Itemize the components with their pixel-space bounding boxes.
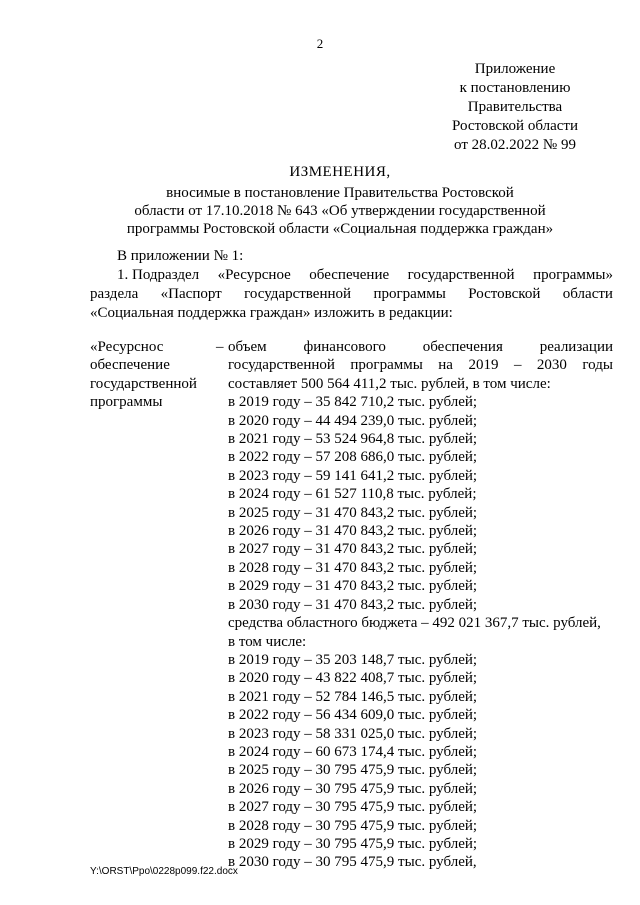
word: государственной (228, 357, 335, 374)
table-label-line: программы (90, 394, 163, 411)
heading-line: вносимые в постановление Правительства Ростовской (166, 185, 514, 201)
word: 2019 (468, 357, 499, 374)
appendix-block (430, 60, 600, 155)
word: «Ресурсное (217, 267, 291, 283)
appendix-line: Ростовской области (452, 118, 578, 134)
year-regional-line: в 2024 году – 60 673 174,4 тыс. рублей; (228, 743, 478, 760)
heading-line: программы Ростовской области «Социальная поддержка граждан» (126, 221, 554, 237)
year-total-line: в 2020 году – 44 494 239,0 тыс. рублей; (228, 412, 478, 429)
word: 1. Подраздел (117, 267, 200, 283)
word: финансового (303, 339, 386, 355)
word: раздела (90, 286, 139, 302)
regional-budget-line: в том числе: (228, 633, 307, 650)
heading-line: области от 17.10.2018 № 643 «Об утверждении государственной (134, 203, 546, 219)
word: – (513, 357, 522, 374)
page-number: 2 (316, 36, 324, 51)
year-regional-line: в 2019 году – 35 203 148,7 тыс. рублей; (228, 651, 478, 668)
table-label-line: обеспечение (90, 357, 170, 374)
intro-line: «Социальная поддержка граждан» изложить в редакции: (90, 305, 453, 321)
word: программы (373, 286, 446, 302)
year-total-line: в 2024 году – 61 527 110,8 тыс. рублей; (228, 486, 477, 503)
year-regional-line: в 2029 году – 30 795 475,9 тыс. рублей; (228, 835, 478, 852)
table-dash: – (216, 339, 224, 355)
word: на (438, 357, 453, 374)
appendix-line: от 28.02.2022 № 99 (454, 137, 576, 153)
table-label-column (90, 338, 215, 412)
word: обеспечение (309, 267, 390, 283)
intro-justified-line (90, 266, 613, 285)
year-total-line: в 2026 году – 31 470 843,2 тыс. рублей; (228, 523, 478, 540)
year-total-line: в 2022 году – 57 208 686,0 тыс. рублей; (228, 449, 478, 466)
year-total-line: в 2019 году – 35 842 710,2 тыс. рублей; (228, 394, 478, 411)
word: реализации (539, 339, 613, 355)
word: программы» (533, 267, 613, 283)
year-regional-line: в 2025 году – 30 795 475,9 тыс. рублей; (228, 762, 478, 779)
appendix-line: Правительства (467, 99, 563, 115)
value-line: составляет 500 564 411,2 тыс. рублей, в том числе: (228, 375, 551, 392)
year-regional-line: в 2022 году – 56 434 609,0 тыс. рублей; (228, 707, 478, 724)
word: обеспечения (422, 339, 503, 355)
value-justified-line (228, 338, 613, 356)
year-regional-line: в 2030 году – 30 795 475,9 тыс. рублей, (228, 854, 477, 871)
year-regional-line: в 2027 году – 30 795 475,9 тыс. рублей; (228, 799, 478, 816)
word: государственной (244, 286, 352, 302)
year-regional-line: в 2028 году – 30 795 475,9 тыс. рублей; (228, 817, 478, 834)
appendix-line: Приложение (474, 61, 556, 77)
intro-paragraph (90, 247, 613, 323)
word: программы (350, 357, 423, 374)
year-total-line: в 2025 году – 31 470 843,2 тыс. рублей; (228, 504, 478, 521)
word: объем (228, 339, 267, 355)
intro-justified-line (90, 285, 613, 304)
word: Ростовской (468, 286, 541, 302)
appendix-line: к постановлению (459, 80, 571, 96)
word: годы (582, 357, 613, 374)
word: 2030 (536, 357, 567, 374)
intro-line: В приложении № 1: (117, 248, 244, 264)
file-path-footer: Y:\ORST\Ppo\0228p099.f22.docx (90, 866, 238, 877)
document-title: ИЗМЕНЕНИЯ, (289, 164, 391, 180)
year-regional-line: в 2020 году – 43 822 408,7 тыс. рублей; (228, 670, 478, 687)
year-total-line: в 2027 году – 31 470 843,2 тыс. рублей; (228, 541, 478, 558)
word: государственной (407, 267, 515, 283)
year-total-line: в 2028 году – 31 470 843,2 тыс. рублей; (228, 559, 478, 576)
value-justified-line (228, 356, 613, 374)
year-total-line: в 2030 году – 31 470 843,2 тыс. рублей; (228, 596, 478, 613)
year-total-line: в 2021 году – 53 524 964,8 тыс. рублей; (228, 431, 478, 448)
year-total-line: в 2029 году – 31 470 843,2 тыс. рублей; (228, 578, 478, 595)
regional-budget-line: средства областного бюджета – 492 021 367,7 тыс. рублей, (228, 615, 601, 632)
word: «Паспорт (160, 286, 222, 302)
table-label-line: государственной (90, 375, 197, 392)
year-regional-line: в 2023 году – 58 331 025,0 тыс. рублей; (228, 725, 478, 742)
table-label-line: «Ресурснос (90, 339, 164, 355)
year-regional-line: в 2021 году – 52 784 146,5 тыс. рублей; (228, 688, 478, 705)
table-value-column (228, 338, 613, 872)
year-regional-line: в 2026 году – 30 795 475,9 тыс. рублей; (228, 780, 478, 797)
document-heading (60, 163, 620, 238)
year-total-line: в 2023 году – 59 141 641,2 тыс. рублей; (228, 467, 478, 484)
word: области (562, 286, 613, 302)
